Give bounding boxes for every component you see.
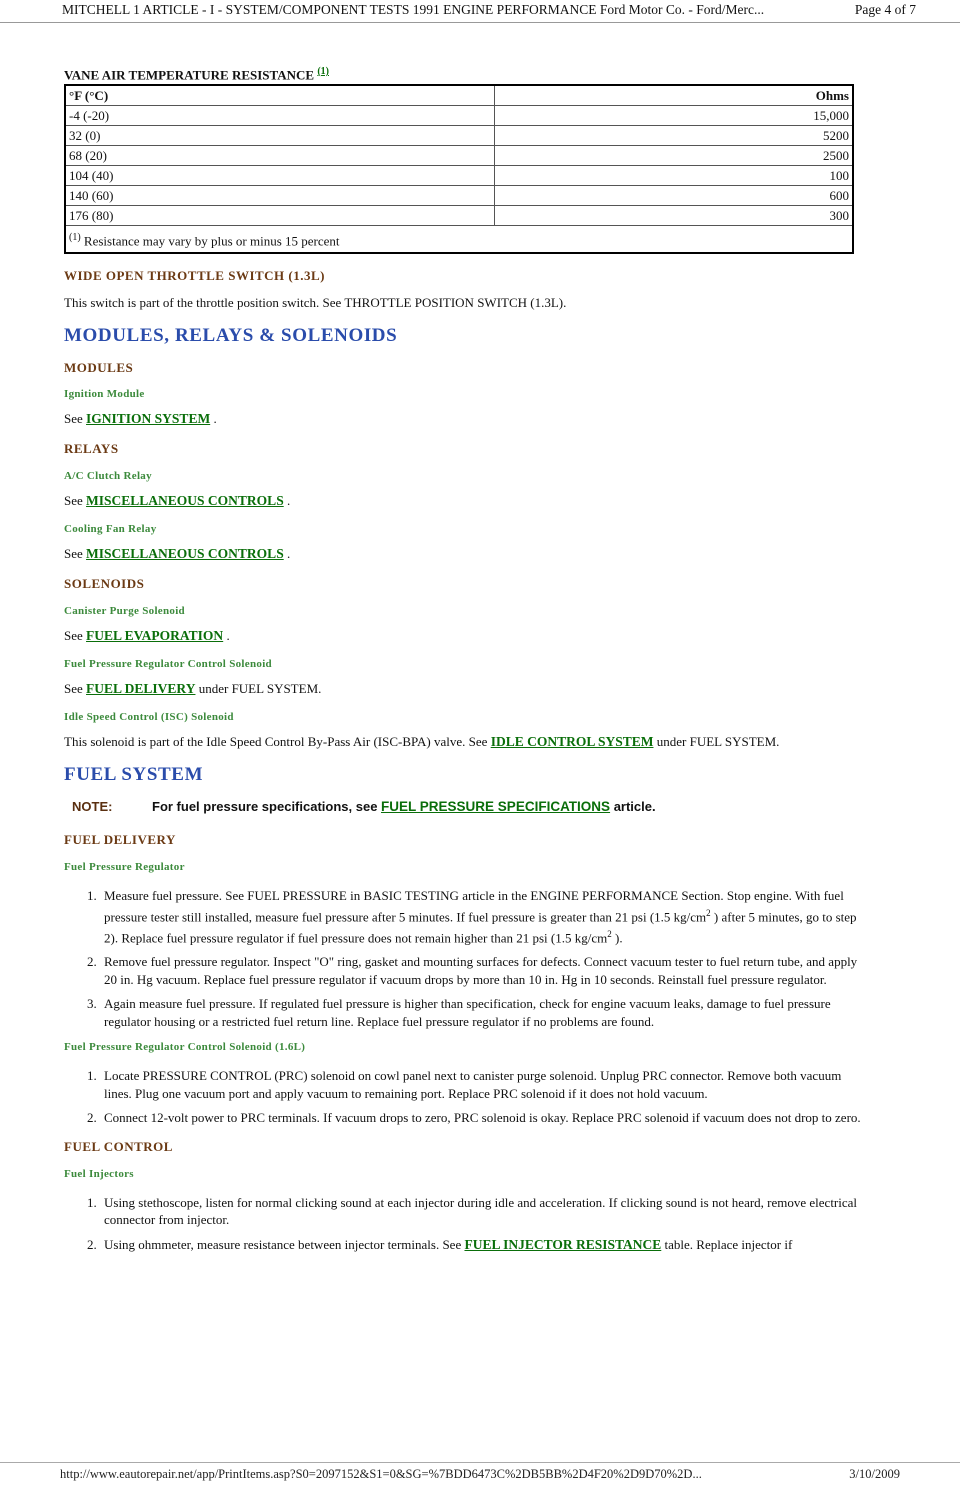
list-item: 2. Using ohmmeter, measure resistance between injector terminals. See FUEL INJECTOR RESISTANCE table. Replace injector if <box>100 1236 864 1254</box>
see-evap-paragraph: See FUEL EVAPORATION . <box>64 628 230 644</box>
heading-solenoids: SOLENOIDS <box>64 576 145 592</box>
heading-ignition-module: Ignition Module <box>64 388 145 401</box>
column-header-ohms: Ohms <box>495 85 853 106</box>
heading-canister-purge: Canister Purge Solenoid <box>64 605 185 618</box>
heading-isc-solenoid: Idle Speed Control (ISC) Solenoid <box>64 711 234 724</box>
heading-ac-clutch-relay: A/C Clutch Relay <box>64 470 152 483</box>
list-item: 1. Locate PRESSURE CONTROL (PRC) solenoid on cowl panel next to canister purge solenoid. Unplug PRC connector. Remove both vacuum lines. Plug one vacuum port and apply vacuum to remaining port. Replace PRC solenoid if it does not hold vacuum. <box>100 1067 864 1102</box>
section-heading-wot: WIDE OPEN THROTTLE SWITCH (1.3L) <box>64 268 326 284</box>
heading-fprc-solenoid: Fuel Pressure Regulator Control Solenoid <box>64 658 272 671</box>
list-item: 2. Connect 12-volt power to PRC terminals. If vacuum drops to zero, PRC solenoid is okay. Replace PRC solenoid if vacuum does not drop to zero. <box>100 1109 864 1127</box>
miscellaneous-controls-link[interactable]: MISCELLANEOUS CONTROLS <box>86 493 284 509</box>
heading-cooling-fan-relay: Cooling Fan Relay <box>64 523 157 536</box>
document-title: MITCHELL 1 ARTICLE - I - SYSTEM/COMPONENT TESTS 1991 ENGINE PERFORMANCE Ford Motor Co. - Ford/Merc... <box>62 2 765 17</box>
heading-fuel-control: FUEL CONTROL <box>64 1138 173 1154</box>
injector-steps <box>64 1194 864 1254</box>
print-date: 3/10/2009 <box>849 1467 900 1481</box>
column-header-temp: °F (°C) <box>65 85 495 106</box>
table-row: 140 (60) 600 <box>65 186 853 206</box>
ignition-system-link[interactable]: IGNITION SYSTEM <box>86 411 211 427</box>
vane-air-temperature-table <box>64 84 854 254</box>
heading-fuel-pressure-regulator: Fuel Pressure Regulator <box>64 861 185 874</box>
footnote-link[interactable]: (1) <box>317 66 329 77</box>
see-misc-paragraph: See MISCELLANEOUS CONTROLS . <box>64 493 291 509</box>
list-item: 3. Again measure fuel pressure. If regulated fuel pressure is higher than specification, check for engine vacuum leaks, damage to fuel pressure regulator housing or a restricted fuel return line. Replace fuel pressure regulator if no problems are found. <box>100 995 864 1030</box>
wot-text: This switch is part of the throttle position switch. See THROTTLE POSITION SWITCH (1.3L). <box>64 295 567 311</box>
fuel-delivery-link[interactable]: FUEL DELIVERY <box>86 681 196 697</box>
heading-fuel-injectors: Fuel Injectors <box>64 1167 134 1180</box>
fuel-injector-resistance-link[interactable]: FUEL INJECTOR RESISTANCE <box>464 1236 662 1252</box>
fuel-pressure-note: NOTE: For fuel pressure specifications, see FUEL PRESSURE SPECIFICATIONS article. <box>64 799 864 814</box>
page-header <box>0 0 960 23</box>
section-heading-modules-relays: MODULES, RELAYS & SOLENOIDS <box>64 325 398 347</box>
table-footnote-row: $^{(1)}$ Resistance may vary by plus or minus 15 percent <box>65 226 853 254</box>
table-row: -4 (-20) 15,000 <box>65 106 853 126</box>
page-number: Page 4 of 7 <box>854 2 916 17</box>
miscellaneous-controls-link[interactable]: MISCELLANEOUS CONTROLS <box>86 546 284 562</box>
article-content <box>64 66 864 1260</box>
heading-relays: RELAYS <box>64 441 119 457</box>
heading-fuel-delivery: FUEL DELIVERY <box>64 832 176 848</box>
heading-modules: MODULES <box>64 360 134 376</box>
list-item: 1. Using stethoscope, listen for normal clicking sound at each injector during idle and acceleration. If clicking sound is not heard, remove electrical connector from injector. <box>100 1194 864 1229</box>
fuel-pressure-specifications-link[interactable]: FUEL PRESSURE SPECIFICATIONS <box>381 799 611 815</box>
regulator-steps <box>64 887 864 1030</box>
table-row: 68 (20) 2500 <box>65 146 853 166</box>
list-item: 2. Remove fuel pressure regulator. Inspect "O" ring, gasket and mounting surfaces for defects. Connect vacuum tester to fuel return tube, and apply 20 in. Hg vacuum. Replace fuel pressure regulator if vacuum drops by more than 10 in. Hg in 10 seconds. Reinstall fuel pressure regulator. <box>100 953 864 988</box>
fuel-evaporation-link[interactable]: FUEL EVAPORATION <box>86 628 224 644</box>
section-heading-fuel-system: FUEL SYSTEM <box>64 764 204 786</box>
see-delivery-paragraph: See FUEL DELIVERY under FUEL SYSTEM. <box>64 681 322 697</box>
note-label: NOTE: <box>72 799 113 815</box>
idle-control-system-link[interactable]: IDLE CONTROL SYSTEM <box>490 734 654 750</box>
table-row: 176 (80) 300 <box>65 206 853 226</box>
see-misc-paragraph-2: See MISCELLANEOUS CONTROLS . <box>64 546 291 562</box>
isc-paragraph: This solenoid is part of the Idle Speed Control By-Pass Air (ISC-BPA) valve. See IDLE CONTROL SYSTEM under FUEL SYSTEM. <box>64 734 780 750</box>
list-item: 1. Measure fuel pressure. See FUEL PRESSURE in BASIC TESTING article in the ENGINE PERFORMANCE Section. Stop engine. With fuel pressure tester still installed, measure fuel pressure after 5 minutes. If fuel pressure is greater than 21 psi (1.5 $kg/cm^2$ ) after 5 minutes, go to step 2). Replace fuel pressure regulator if fuel pressure does not remain higher than 21 psi (1.5 $kg/cm^2$ ). <box>100 887 864 946</box>
table-row: 104 (40) 100 <box>65 166 853 186</box>
table-caption: VANE AIR TEMPERATURE RESISTANCE $^{(1)}$ <box>64 66 329 83</box>
heading-prc-solenoid: Fuel Pressure Regulator Control Solenoid (1.6L) <box>64 1041 306 1054</box>
source-url: http://www.eautorepair.net/app/PrintItems.asp?S0=2097152&S1=0&SG=%7BDD6473C%2DB5BB%2D4F20%2D9D70%2D... <box>60 1467 702 1481</box>
table-header-row <box>65 85 853 106</box>
page-footer <box>0 1462 960 1485</box>
prc-steps <box>64 1067 864 1127</box>
see-ignition-paragraph: See IGNITION SYSTEM . <box>64 411 217 427</box>
table-row: 32 (0) 5200 <box>65 126 853 146</box>
